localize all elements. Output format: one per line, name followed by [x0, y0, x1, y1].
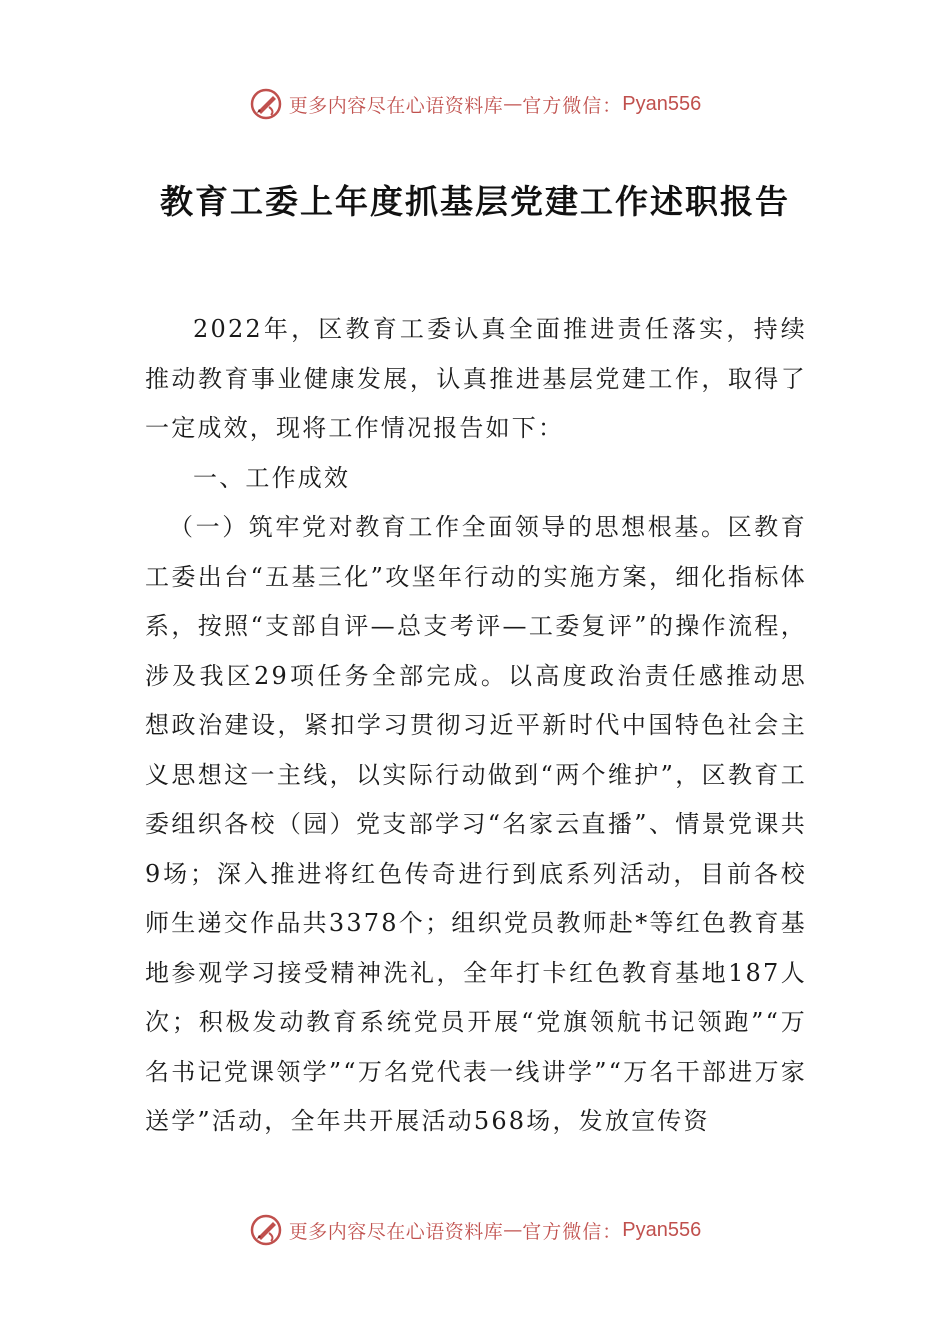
header-watermark [0, 84, 950, 124]
watermark-wechat-id: Pyan556 [622, 92, 702, 115]
footer-watermark [0, 1210, 950, 1250]
watermark-dash: — [503, 1219, 523, 1241]
watermark-contact-label: 官方微信： [522, 1220, 623, 1243]
intro-paragraph: 2022年，区教育工委认真全面推进责任落实，持续推动教育事业健康发展，认真推进基层党建工作，取得了一定成效，现将工作情况报告如下： [145, 315, 807, 442]
watermark-wechat-id: Pyan556 [622, 1218, 702, 1241]
document-body [145, 305, 807, 1147]
pen-seal-icon [249, 87, 283, 121]
subsection-paragraph: （一）筑牢党对教育工作全面领导的思想根基。区教育工委出台“五基三化”攻坚年行动的实施方案，细化指标体系，按照“支部自评—总支考评—工委复评”的操作流程，涉及我区29项任务全部完成。以高度政治责任感推动思想政治建设，紧扣学习贯彻习近平新时代中国特色社会主义思想这一主线，以实际行动做到“两个维护”，区教育工委组织各校（园）党支部学习“名家云直播”、情景党课共9场；深入推进将红色传奇进行到底系列活动，目前各校师生递交作品共3378个；组织党员教师赴*等红色教育基地参观学习接受精神洗礼，全年打卡红色教育基地187人次；积极发动教育系统党员开展“党旗领航书记领跑”“万名书记党课领学”“万名党代表一线讲学”“万名干部进万家送学”活动，全年共开展活动568场，发放宣传资 [145, 513, 807, 1135]
document-title: 教育工委上年度抓基层党建工作述职报告 [160, 182, 790, 221]
section-heading: 一、工作成效 [193, 463, 351, 492]
watermark-dash: — [503, 93, 523, 115]
watermark-text: 更多内容尽在心语资料库 [288, 94, 504, 117]
watermark-text: 更多内容尽在心语资料库 [288, 1220, 504, 1243]
pen-seal-icon [249, 1213, 283, 1247]
watermark-contact-label: 官方微信： [522, 94, 623, 117]
